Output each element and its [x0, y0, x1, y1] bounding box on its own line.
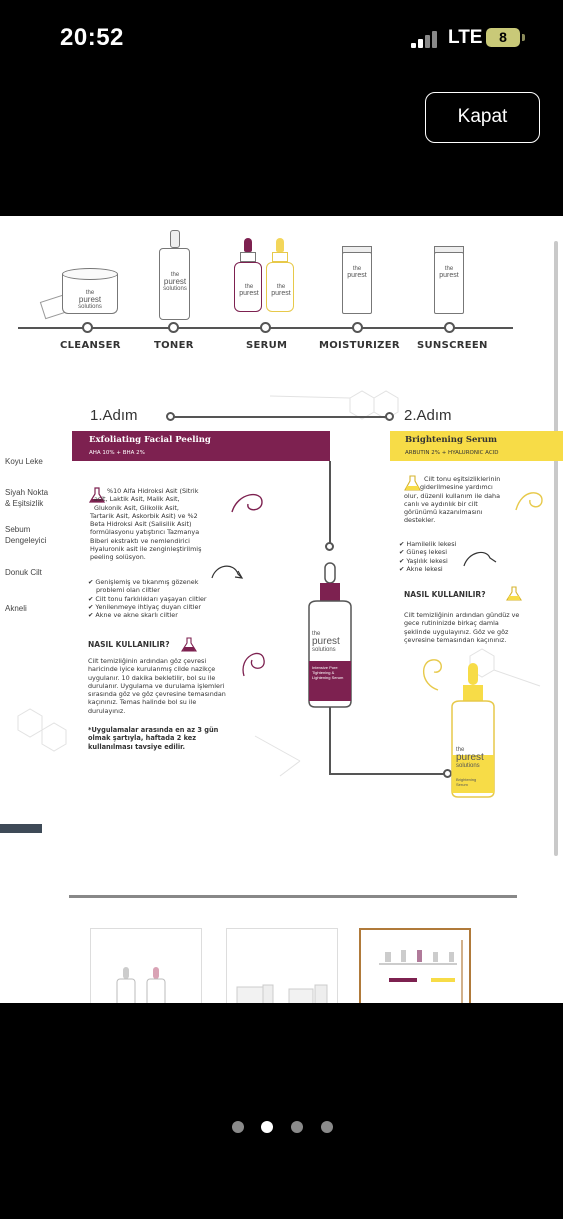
page-dot[interactable]	[321, 1121, 333, 1133]
battery-cap	[522, 34, 525, 41]
benefit-text: Cilt tonu farklılıkları yaşayan ciltler	[95, 594, 207, 603]
step1-usage-title: NASIL KULLANILIR?	[88, 640, 170, 649]
connector-line	[329, 461, 331, 546]
usage-line: uygulanır. 10 dakika bekletilir, bol su ile	[88, 673, 216, 682]
side-label-text: Siyah Nokta	[5, 488, 49, 497]
connector-line	[329, 706, 331, 774]
note-line: olmak şartıyla, haftada 2 kez	[88, 734, 197, 743]
arrow-doodle	[460, 546, 500, 572]
brand-name: purest	[271, 290, 291, 297]
step-label-toner: TONER	[154, 340, 194, 351]
brand-the: the	[456, 747, 465, 753]
step1-title: 1.Adım	[90, 407, 138, 424]
product-thumbnail[interactable]	[226, 928, 338, 1003]
status-bar	[0, 0, 563, 80]
brand-name: purest	[456, 752, 484, 763]
brand-the: the	[170, 272, 180, 278]
desc-line: olur, düzenli kullanım ile daha	[404, 491, 501, 500]
connector-line	[170, 416, 390, 418]
desc-line: görünümü kazanılmasını	[404, 508, 483, 517]
separator	[69, 895, 517, 898]
side-label	[5, 456, 43, 467]
connector-node	[325, 542, 334, 551]
usage-line: sırasında göz ve göz çevresine temasından	[88, 690, 226, 699]
product-boxes-thumbnail-icon	[227, 929, 338, 1003]
benefit-text: Genişlemiş ve tıkanmış gözenek	[95, 578, 199, 586]
step-label-cleanser: CLEANSER	[60, 340, 121, 351]
product-thumbnail-selected[interactable]	[359, 928, 471, 1003]
usage-line: durulayınız.	[88, 706, 126, 715]
usage-line: durulanır. Uygulama ve durulama işlemleri	[88, 681, 225, 690]
page-dot[interactable]	[291, 1121, 303, 1133]
close-button[interactable]: Kapat	[425, 92, 540, 143]
benefit-text: Hamilelik lekesi	[406, 540, 457, 548]
step-label-moisturizer: MOISTURIZER	[319, 340, 400, 351]
brand-sub: solutions	[456, 763, 480, 769]
usage-line: Cilt temizliğinin ardından göz çevresi	[88, 657, 207, 665]
brand-the: the	[244, 284, 254, 290]
side-label-text: Dengeleyici	[5, 536, 47, 545]
connector-node	[385, 412, 394, 421]
clock: 20:52	[60, 24, 124, 51]
check-icon: ✔	[399, 540, 405, 548]
flask-icon	[181, 637, 197, 653]
swirl-doodle	[238, 646, 268, 680]
note-line: kullanılması tavsiye edilir.	[88, 742, 186, 751]
serum-banner-sub: ARBUTIN 2% + HYALURONIC ACID	[405, 450, 499, 456]
bottle-label-text	[456, 777, 494, 787]
note-line: *Uygulamalar arasında en az 3 gün	[88, 726, 219, 734]
battery-icon: 8	[486, 28, 520, 47]
desc-line: Cilt tonu eşitsizliklerinin	[424, 475, 501, 483]
connector-line	[329, 773, 447, 775]
bottle-brand	[312, 631, 342, 653]
desc-line: Hyaluronik asit ile zenginleştirilmiş	[90, 545, 202, 554]
bottle-label-line: Serum	[456, 782, 468, 787]
molecule-decoration	[0, 216, 563, 1003]
check-icon: ✔	[88, 611, 94, 620]
side-label-text: Akneli	[5, 604, 27, 613]
check-icon: ✔	[399, 548, 405, 557]
brand-name: purest	[239, 290, 259, 297]
benefit-text: problemi olan ciltler	[96, 586, 160, 595]
page-dot-active[interactable]	[261, 1121, 273, 1133]
brand-the: the	[85, 290, 95, 296]
desc-line: formülasyonu yatıştırıcı Tazmanya	[90, 528, 200, 537]
brand-sub: solutions	[163, 286, 187, 292]
side-label	[5, 487, 48, 509]
bottle-label-line: Lightening Serum	[312, 675, 344, 680]
check-icon: ✔	[399, 564, 405, 573]
brand-name: purest	[163, 277, 187, 286]
usage-line: haricinde iyice kurulanmış cilde nazikçe	[88, 665, 216, 674]
usage-line: gece rutininizde birkaç damla	[404, 619, 499, 628]
side-label-text: Koyu Leke	[5, 457, 43, 466]
product-thumbnail[interactable]	[90, 928, 202, 1003]
desc-line: %10 Alfa Hidroksi Asit (Sitrik	[107, 487, 199, 495]
usage-line: şeklinde uygulayınız. Göz ve göz	[404, 627, 509, 636]
brand-sub: solutions	[78, 304, 102, 310]
flask-icon	[506, 586, 522, 602]
brand-name: purest	[439, 272, 459, 279]
check-icon: ✔	[88, 602, 94, 611]
step-label-sunscreen: SUNSCREEN	[417, 340, 488, 351]
bottle-label-line: Tightening &	[312, 670, 335, 675]
benefit-text: Yenilenmeye ihtiyaç duyan ciltler	[95, 602, 202, 611]
peeling-banner-title: Exfoliating Facial Peeling	[89, 435, 211, 445]
peeling-banner	[72, 431, 330, 461]
step2-usage-text	[404, 611, 554, 644]
brand-name: purest	[78, 295, 102, 304]
check-icon: ✔	[399, 556, 405, 565]
desc-line: peeling solüsyon.	[90, 553, 146, 562]
desc-line: asit, Laktik Asit, Malik Asit,	[94, 495, 180, 504]
side-label	[5, 524, 46, 546]
routine-infographic-thumbnail-icon	[361, 930, 469, 1003]
benefit-text: Güneş lekesi	[406, 548, 447, 557]
side-label	[5, 567, 42, 578]
swirl-doodle	[512, 486, 546, 516]
brand-the: the	[352, 266, 362, 272]
brand-name: purest	[347, 272, 367, 279]
step1-usage-text	[88, 657, 263, 715]
side-label-text: & Eşitsizlik	[5, 499, 44, 508]
step-label-serum: SERUM	[246, 340, 288, 351]
desc-line: Biberi ekstraktı ve nemlendirici	[90, 536, 190, 545]
desc-line: Tartarik Asit, Askorbik Asit) ve %2	[90, 511, 198, 520]
benefit-text: Yaşlılık lekesi	[406, 556, 448, 565]
brand-sub: solutions	[312, 647, 336, 653]
network-type: LTE	[448, 27, 483, 48]
check-icon: ✔	[88, 594, 94, 603]
brand-the: the	[312, 631, 321, 637]
page-indicator	[230, 1121, 340, 1135]
bottle-label-text	[312, 665, 350, 680]
connector-node	[166, 412, 175, 421]
side-label	[5, 603, 27, 614]
page-dot[interactable]	[232, 1121, 244, 1133]
serum-bottles-thumbnail-icon	[91, 929, 202, 1003]
step2-title: 2.Adım	[404, 407, 452, 424]
step1-benefits	[88, 578, 238, 619]
serum-banner	[390, 431, 563, 461]
step2-usage-title: NASIL KULLANILIR?	[404, 590, 486, 599]
desc-line: Beta Hidroksi Asit (Salisilik Asit)	[90, 520, 192, 529]
side-label-text: Donuk Cilt	[5, 568, 42, 577]
bottle-label-line: Intensive Pore	[312, 665, 338, 670]
brand-name: purest	[312, 636, 340, 647]
usage-line: kaçınınız. Temas halinde bol su ile	[88, 698, 197, 707]
swirl-doodle	[228, 488, 268, 518]
check-icon: ✔	[88, 578, 94, 586]
peeling-banner-sub: AHA 10% + BHA 2%	[89, 450, 145, 456]
benefit-text: Akne lekesi	[406, 564, 443, 573]
bottle-label-line: Brightening	[456, 777, 477, 782]
image-viewer[interactable]	[0, 216, 563, 1003]
brand-the: the	[276, 284, 286, 290]
desc-line: giderilmesine yardımcı	[420, 483, 493, 492]
desc-line: Glukonik Asit, Glikolik Asit,	[94, 503, 179, 512]
indicator-bar	[0, 824, 42, 833]
usage-line: çevresine temasından kaçınınız.	[404, 635, 507, 644]
arrow-doodle	[208, 560, 244, 582]
step1-description	[90, 487, 237, 562]
step1-note	[88, 726, 263, 751]
benefit-text: Akne ve akne skarlı ciltler	[95, 611, 178, 620]
serum-banner-title: Brightening Serum	[405, 435, 498, 445]
cellular-signal-icon	[411, 30, 441, 48]
usage-line: Cilt temizliğinin ardından gündüz ve	[404, 611, 520, 619]
desc-line: destekler.	[404, 516, 436, 525]
side-label-text: Sebum	[5, 525, 31, 534]
desc-line: canlı ve aydınlık bir cilt	[404, 499, 478, 508]
bottle-brand	[456, 747, 486, 769]
brand-the: the	[444, 266, 454, 272]
